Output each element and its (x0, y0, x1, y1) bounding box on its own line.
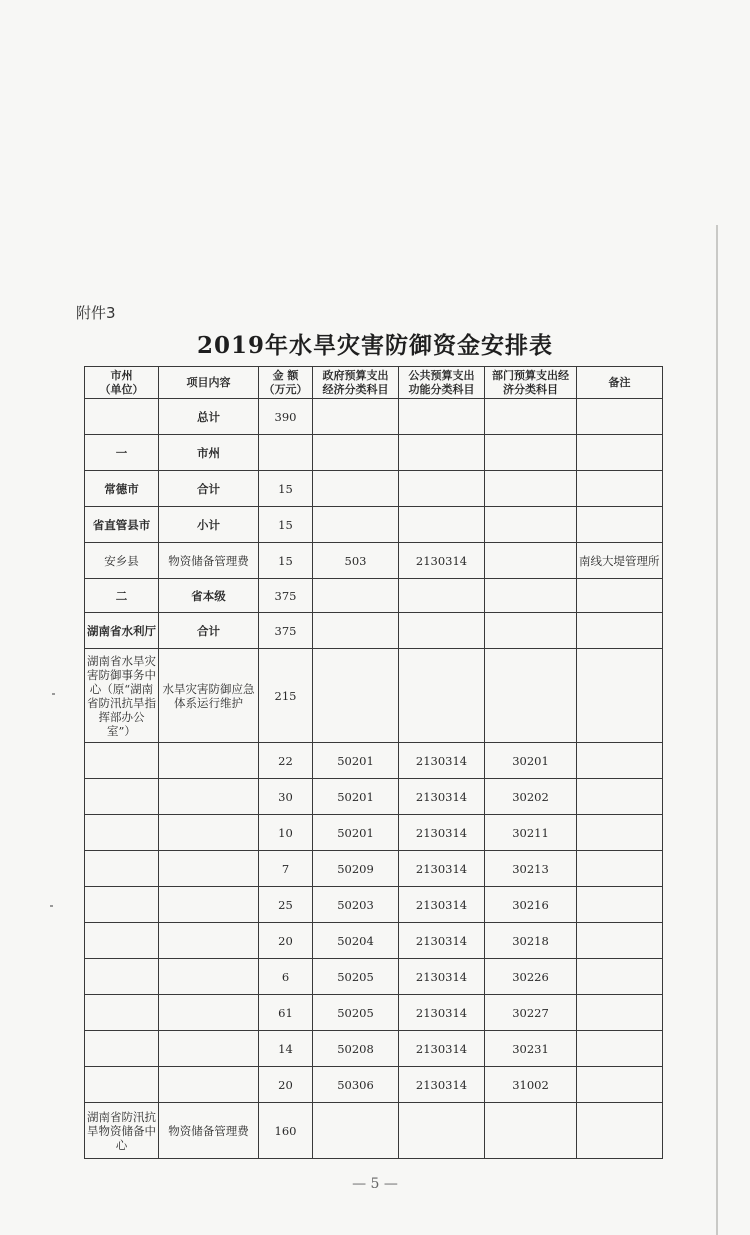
public-func-cell (399, 1103, 485, 1159)
note-cell (577, 779, 663, 815)
table-row (85, 507, 663, 543)
scan-speck (50, 905, 53, 907)
public-func-cell: 2130314 (399, 543, 485, 579)
public-func-cell: 2130314 (399, 959, 485, 995)
gov-econ-cell: 50205 (313, 959, 399, 995)
table-row (85, 543, 663, 579)
unit-cell: 安乡县 (85, 543, 159, 579)
amount-cell: 7 (259, 851, 313, 887)
dept-econ-cell: 30216 (485, 887, 577, 923)
public-func-cell: 2130314 (399, 815, 485, 851)
item-cell: 总计 (159, 399, 259, 435)
item-cell: 合计 (159, 613, 259, 649)
table-row (85, 851, 663, 887)
table-header-row (85, 367, 663, 399)
gov-econ-cell: 50203 (313, 887, 399, 923)
unit-cell: 一 (85, 435, 159, 471)
unit-cell (85, 779, 159, 815)
header-gov-econ (313, 367, 399, 399)
note-cell (577, 1103, 663, 1159)
amount-cell: 20 (259, 1067, 313, 1103)
unit-cell (85, 923, 159, 959)
unit-cell: 二 (85, 579, 159, 613)
dept-econ-cell: 30226 (485, 959, 577, 995)
note-cell (577, 815, 663, 851)
document-title: 2019年水旱灾害防御资金安排表 (196, 332, 553, 359)
unit-cell (85, 995, 159, 1031)
dept-econ-cell (485, 579, 577, 613)
dept-econ-cell (485, 1103, 577, 1159)
dept-econ-cell: 30227 (485, 995, 577, 1031)
note-cell (577, 507, 663, 543)
amount-cell: 375 (259, 579, 313, 613)
dept-econ-cell: 30231 (485, 1031, 577, 1067)
note-cell (577, 435, 663, 471)
note-cell (577, 851, 663, 887)
header-note (577, 367, 663, 399)
public-func-cell (399, 579, 485, 613)
note-cell (577, 1067, 663, 1103)
table-row (85, 1067, 663, 1103)
unit-cell: 湖南省水利厅 (85, 613, 159, 649)
note-cell (577, 995, 663, 1031)
unit-cell (85, 399, 159, 435)
gov-econ-cell (313, 1103, 399, 1159)
public-func-cell (399, 399, 485, 435)
unit-cell (85, 815, 159, 851)
gov-econ-cell (313, 507, 399, 543)
header-item-label: 项目内容 (186, 375, 231, 389)
table-row (85, 923, 663, 959)
gov-econ-cell (313, 399, 399, 435)
gov-econ-cell: 50201 (313, 743, 399, 779)
public-func-cell (399, 613, 485, 649)
gov-econ-cell (313, 649, 399, 743)
unit-cell (85, 851, 159, 887)
unit-cell (85, 959, 159, 995)
unit-cell (85, 887, 159, 923)
amount-cell: 15 (259, 471, 313, 507)
note-cell (577, 1031, 663, 1067)
note-cell (577, 743, 663, 779)
dept-econ-cell (485, 507, 577, 543)
item-cell (159, 851, 259, 887)
unit-cell: 常德市 (85, 471, 159, 507)
header-item (159, 367, 259, 399)
item-cell: 物资储备管理费 (159, 1103, 259, 1159)
amount-cell: 375 (259, 613, 313, 649)
item-cell (159, 959, 259, 995)
gov-econ-cell: 50201 (313, 815, 399, 851)
note-cell (577, 579, 663, 613)
gov-econ-cell: 503 (313, 543, 399, 579)
unit-cell: 湖南省水旱灾害防御事务中心（原“湖南省防汛抗旱指挥部办公室”） (85, 649, 159, 743)
amount-cell: 160 (259, 1103, 313, 1159)
gov-econ-cell (313, 435, 399, 471)
dept-econ-cell (485, 399, 577, 435)
header-amount (259, 367, 313, 399)
public-func-cell: 2130314 (399, 995, 485, 1031)
table-row (85, 959, 663, 995)
item-cell: 小计 (159, 507, 259, 543)
public-func-cell (399, 435, 485, 471)
public-func-cell: 2130314 (399, 887, 485, 923)
table-row (85, 1103, 663, 1159)
unit-cell (85, 1031, 159, 1067)
unit-cell (85, 1067, 159, 1103)
dept-econ-cell: 30211 (485, 815, 577, 851)
dept-econ-cell (485, 471, 577, 507)
gov-econ-cell: 50208 (313, 1031, 399, 1067)
table-row (85, 887, 663, 923)
note-cell (577, 399, 663, 435)
note-cell (577, 471, 663, 507)
table-row (85, 1031, 663, 1067)
public-func-cell (399, 507, 485, 543)
gov-econ-cell: 50205 (313, 995, 399, 1031)
dept-econ-cell (485, 613, 577, 649)
dept-econ-cell: 30202 (485, 779, 577, 815)
public-func-cell: 2130314 (399, 923, 485, 959)
gov-econ-cell: 50201 (313, 779, 399, 815)
gov-econ-cell: 50204 (313, 923, 399, 959)
dept-econ-cell (485, 435, 577, 471)
amount-cell: 20 (259, 923, 313, 959)
item-cell (159, 923, 259, 959)
amount-cell: 6 (259, 959, 313, 995)
item-cell: 水旱灾害防御应急体系运行维护 (159, 649, 259, 743)
dept-econ-cell (485, 649, 577, 743)
table-row (85, 613, 663, 649)
gov-econ-cell (313, 613, 399, 649)
unit-cell: 湖南省防汛抗旱物资储备中心 (85, 1103, 159, 1159)
dept-econ-cell: 31002 (485, 1067, 577, 1103)
amount-cell: 30 (259, 779, 313, 815)
note-cell (577, 887, 663, 923)
header-unit-label: 市州 （单位） (99, 368, 144, 396)
dept-econ-cell: 30201 (485, 743, 577, 779)
table-row (85, 995, 663, 1031)
attachment-label: 附件3 (76, 304, 116, 322)
public-func-cell: 2130314 (399, 851, 485, 887)
public-func-cell: 2130314 (399, 1067, 485, 1103)
table-row (85, 579, 663, 613)
public-func-cell: 2130314 (399, 1031, 485, 1067)
note-cell (577, 649, 663, 743)
public-func-cell (399, 471, 485, 507)
header-public-func (399, 367, 485, 399)
header-unit (85, 367, 159, 399)
table-row (85, 649, 663, 743)
amount-cell (259, 435, 313, 471)
gov-econ-cell (313, 579, 399, 613)
table-row (85, 815, 663, 851)
amount-cell: 61 (259, 995, 313, 1031)
header-gov-econ-label: 政府预算支出 经济分类科目 (322, 368, 389, 396)
header-dept-econ (485, 367, 577, 399)
amount-cell: 15 (259, 543, 313, 579)
item-cell (159, 995, 259, 1031)
header-amount-label: 金 额 （万元） (263, 368, 308, 396)
public-func-cell: 2130314 (399, 743, 485, 779)
item-cell: 物资储备管理费 (159, 543, 259, 579)
public-func-cell (399, 649, 485, 743)
header-note-label: 备注 (608, 375, 631, 389)
item-cell: 合计 (159, 471, 259, 507)
table-body (85, 399, 663, 1159)
scan-page-edge (716, 225, 718, 1235)
amount-cell: 10 (259, 815, 313, 851)
item-cell (159, 779, 259, 815)
funding-table (84, 366, 663, 1159)
header-dept-econ-label: 部门预算支出经 济分类科目 (492, 368, 569, 396)
table-row (85, 399, 663, 435)
gov-econ-cell (313, 471, 399, 507)
amount-cell: 15 (259, 507, 313, 543)
page-number: — 5 — (352, 1176, 398, 1192)
table-row (85, 471, 663, 507)
gov-econ-cell: 50306 (313, 1067, 399, 1103)
item-cell: 市州 (159, 435, 259, 471)
item-cell (159, 1031, 259, 1067)
note-cell (577, 923, 663, 959)
unit-cell: 省直管县市 (85, 507, 159, 543)
table-row (85, 435, 663, 471)
gov-econ-cell: 50209 (313, 851, 399, 887)
note-cell: 南线大堤管理所 (577, 543, 663, 579)
header-public-func-label: 公共预算支出 功能分类科目 (408, 368, 475, 396)
note-cell (577, 613, 663, 649)
item-cell (159, 1067, 259, 1103)
dept-econ-cell: 30218 (485, 923, 577, 959)
amount-cell: 14 (259, 1031, 313, 1067)
item-cell: 省本级 (159, 579, 259, 613)
item-cell (159, 887, 259, 923)
table-row (85, 743, 663, 779)
scan-speck (52, 693, 55, 695)
dept-econ-cell (485, 543, 577, 579)
table-row (85, 779, 663, 815)
amount-cell: 390 (259, 399, 313, 435)
unit-cell (85, 743, 159, 779)
amount-cell: 22 (259, 743, 313, 779)
amount-cell: 25 (259, 887, 313, 923)
dept-econ-cell: 30213 (485, 851, 577, 887)
note-cell (577, 959, 663, 995)
item-cell (159, 815, 259, 851)
public-func-cell: 2130314 (399, 779, 485, 815)
item-cell (159, 743, 259, 779)
amount-cell: 215 (259, 649, 313, 743)
